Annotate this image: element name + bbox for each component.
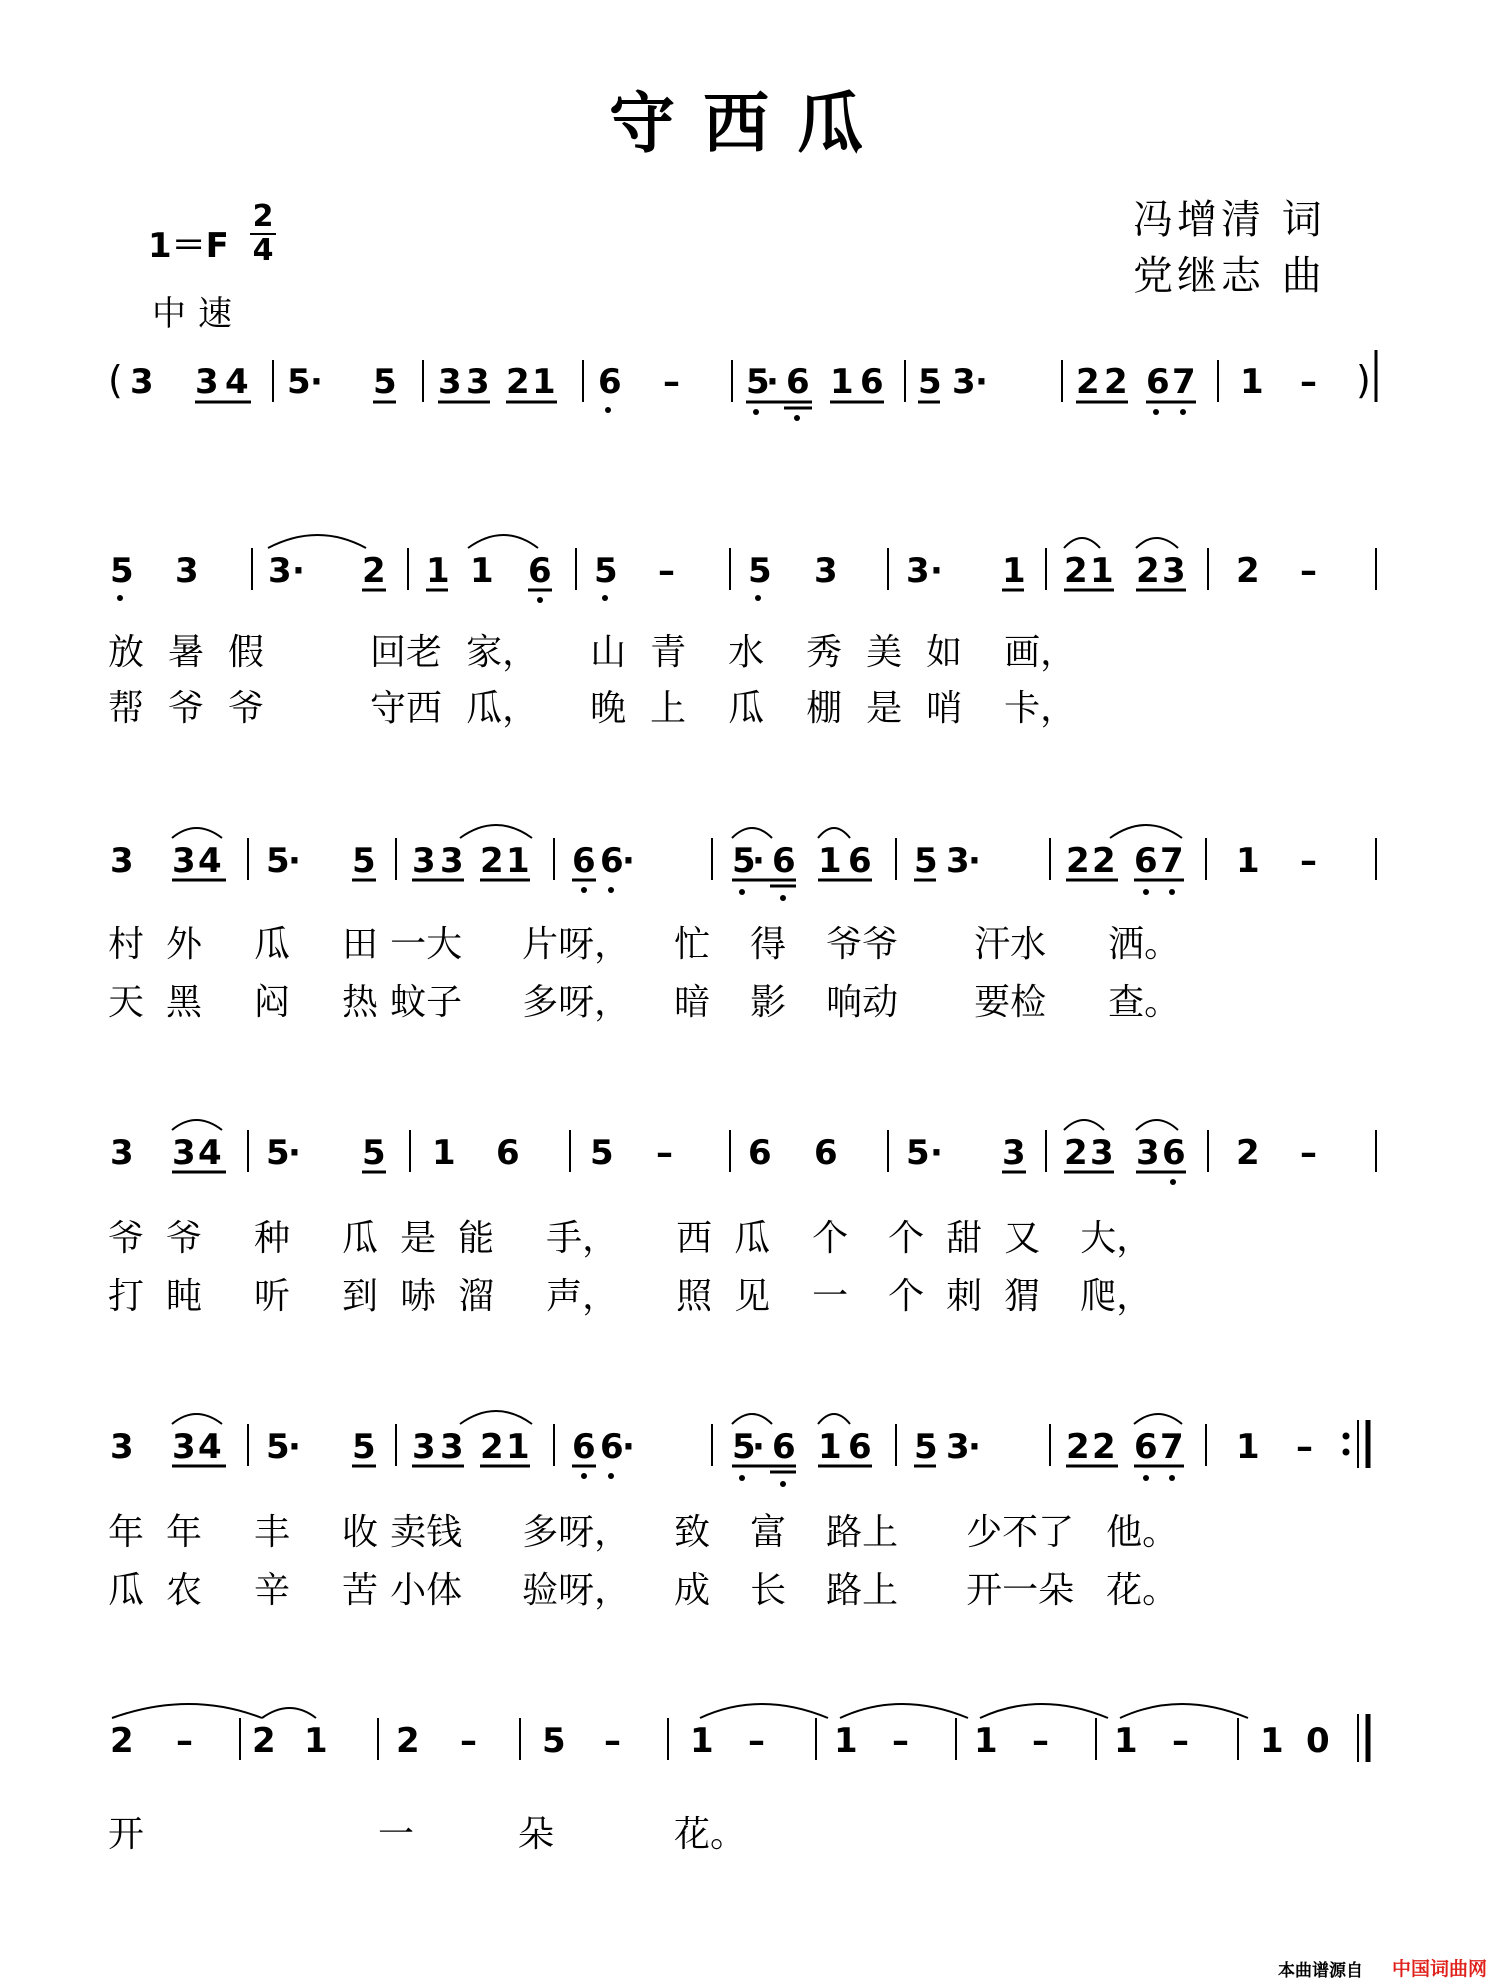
svg-text:5: 5: [914, 841, 938, 881]
lyric-syllable: 哧: [400, 1276, 437, 1317]
lyric-syllable: 手，: [546, 1218, 619, 1259]
lyric-syllable: 水: [728, 632, 765, 673]
svg-text:1: 1: [1002, 551, 1026, 591]
lyric-syllable: 回老: [370, 632, 443, 673]
svg-text:1: 1: [1114, 1721, 1138, 1761]
lyric-syllable: 蚊子: [390, 982, 463, 1023]
lyric-syllable: 长: [750, 1570, 787, 1611]
svg-text:1: 1: [532, 362, 556, 402]
lyrics-s5-v1: [108, 1504, 1178, 1555]
lyric-syllable: 能: [458, 1218, 495, 1259]
svg-text:3: 3: [412, 841, 436, 881]
lyric-syllable: 他。: [1106, 1512, 1179, 1553]
svg-text:3: 3: [110, 841, 134, 881]
lyric-syllable: 响动: [826, 982, 899, 1023]
svg-text:–: –: [658, 551, 675, 591]
svg-text:5: 5: [287, 362, 311, 402]
svg-text:5: 5: [732, 841, 756, 881]
svg-text:7: 7: [1160, 841, 1184, 881]
svg-text:7: 7: [1172, 362, 1196, 402]
svg-text:6: 6: [786, 362, 810, 402]
svg-text:1: 1: [506, 1427, 530, 1467]
svg-text:·: ·: [930, 1133, 943, 1173]
svg-text:(: (: [108, 358, 123, 402]
lyric-syllable: 种: [254, 1218, 291, 1259]
lyrics-s2-v1: [108, 624, 1076, 675]
svg-text:·: ·: [752, 841, 765, 881]
lyric-syllable: 年: [108, 1512, 145, 1553]
system-5: [110, 1411, 1368, 1487]
lyric-syllable: 开: [108, 1814, 145, 1855]
svg-text:2: 2: [1104, 362, 1128, 402]
lyric-syllable: 家，: [466, 632, 539, 673]
svg-text:1: 1: [432, 1133, 456, 1173]
svg-text:): ): [1356, 358, 1371, 402]
footer-site-link[interactable]: 中国词曲网: [1392, 1958, 1488, 1980]
lyric-syllable: 富: [750, 1512, 787, 1553]
lyric-syllable: 田: [342, 924, 379, 965]
lyric-syllable: 查。: [1108, 982, 1181, 1023]
svg-text:2: 2: [1066, 841, 1090, 881]
svg-text:6: 6: [600, 841, 624, 881]
lyric-syllable: 个: [888, 1276, 925, 1317]
svg-text:–: –: [663, 362, 680, 402]
lyric-syllable: 爷: [228, 688, 265, 729]
svg-text:6: 6: [860, 362, 884, 402]
system-3: [110, 825, 1376, 901]
lyric-syllable: 甜: [946, 1218, 983, 1259]
svg-text:·: ·: [288, 841, 301, 881]
lyric-syllable: 忙: [674, 924, 711, 965]
svg-text:2: 2: [1066, 1427, 1090, 1467]
lyric-syllable: 猬: [1004, 1276, 1041, 1317]
lyric-syllable: 见: [734, 1276, 771, 1317]
svg-text:3: 3: [1002, 1133, 1026, 1173]
svg-text:2: 2: [252, 1721, 276, 1761]
lyrics-s2-v2: [108, 680, 1076, 731]
lyrics-s5-v2: [108, 1562, 1178, 1613]
svg-text:3: 3: [1162, 551, 1186, 591]
lyric-syllable: 听: [254, 1276, 291, 1317]
svg-text:5: 5: [906, 1133, 930, 1173]
lyric-syllable: 溜: [458, 1276, 495, 1317]
svg-text:1: 1: [1240, 362, 1264, 402]
svg-text:5: 5: [266, 841, 290, 881]
lyric-syllable: 辛: [254, 1570, 291, 1611]
svg-text:2: 2: [1092, 841, 1116, 881]
svg-text:3: 3: [172, 841, 196, 881]
svg-text:·: ·: [622, 1427, 635, 1467]
svg-text:–: –: [1296, 1427, 1313, 1467]
svg-text:1: 1: [470, 551, 494, 591]
lyric-syllable: 热: [342, 982, 379, 1023]
svg-text:5: 5: [266, 1133, 290, 1173]
system-2: [110, 535, 1376, 603]
svg-text:3: 3: [110, 1427, 134, 1467]
lyric-syllable: 花。: [1106, 1570, 1179, 1611]
composer-credit: 党继志 曲: [1133, 253, 1326, 299]
lyric-syllable: 验呀，: [522, 1570, 631, 1611]
svg-text:6: 6: [1146, 362, 1170, 402]
svg-text:–: –: [1172, 1721, 1189, 1761]
svg-text:·: ·: [310, 362, 323, 402]
svg-text:5: 5: [110, 551, 134, 591]
svg-text:4: 4: [198, 1427, 222, 1467]
lyric-syllable: 朵: [518, 1814, 555, 1855]
svg-text:–: –: [1300, 1133, 1317, 1173]
svg-text:3: 3: [946, 1427, 970, 1467]
svg-text:4: 4: [225, 362, 249, 402]
lyric-syllable: 瓜: [254, 924, 291, 965]
system-1: [108, 350, 1376, 421]
svg-text:·: ·: [766, 362, 779, 402]
svg-text:2: 2: [110, 1721, 134, 1761]
lyric-syllable: 爷: [168, 688, 205, 729]
svg-text:7: 7: [1160, 1427, 1184, 1467]
svg-text:–: –: [176, 1721, 193, 1761]
lyric-syllable: 卡，: [1004, 688, 1077, 729]
time-signature-bottom: 4: [252, 233, 274, 268]
lyric-syllable: 画，: [1004, 632, 1077, 673]
lyric-syllable: 片呀，: [522, 924, 631, 965]
svg-text:·: ·: [752, 1427, 765, 1467]
lyric-syllable: 影: [750, 982, 787, 1023]
lyric-syllable: 守西: [370, 688, 443, 729]
svg-text:6: 6: [772, 1427, 796, 1467]
lyric-syllable: 照: [676, 1276, 713, 1317]
svg-text:5: 5: [732, 1427, 756, 1467]
lyric-syllable: 秀: [806, 632, 843, 673]
svg-text:3: 3: [172, 1133, 196, 1173]
svg-text:–: –: [1300, 362, 1317, 402]
svg-text:1: 1: [818, 1427, 842, 1467]
lyric-syllable: 如: [926, 632, 963, 673]
svg-text:5: 5: [542, 1721, 566, 1761]
svg-text:6: 6: [814, 1133, 838, 1173]
svg-text:5: 5: [352, 1427, 376, 1467]
lyric-syllable: 暗: [674, 982, 711, 1023]
lyric-syllable: 山: [590, 632, 627, 673]
lyric-syllable: 暑: [168, 632, 205, 673]
lyric-syllable: 青: [650, 632, 687, 673]
tempo-marking: 中速: [152, 294, 244, 334]
svg-text:–: –: [1300, 551, 1317, 591]
lyric-syllable: 路上: [826, 1570, 899, 1611]
lyric-syllable: 一: [378, 1814, 415, 1855]
svg-text:2: 2: [480, 1427, 504, 1467]
svg-text:6: 6: [1134, 1427, 1158, 1467]
lyric-syllable: 一大: [390, 924, 463, 965]
svg-text:3: 3: [412, 1427, 436, 1467]
lyric-syllable: 丰: [254, 1512, 291, 1553]
svg-text:4: 4: [198, 841, 222, 881]
svg-text:1: 1: [1236, 841, 1260, 881]
svg-text:3: 3: [110, 1133, 134, 1173]
svg-text:6: 6: [748, 1133, 772, 1173]
lyric-syllable: 瓜: [728, 688, 765, 729]
svg-text:·: ·: [975, 362, 988, 402]
lyric-syllable: 瓜，: [466, 688, 539, 729]
lyric-syllable: 晚: [590, 688, 627, 729]
lyric-syllable: 上: [650, 688, 687, 729]
svg-text:1: 1: [1260, 1721, 1284, 1761]
lyric-syllable: 刺: [946, 1276, 983, 1317]
lyric-syllable: 黑: [166, 982, 203, 1023]
svg-text:1: 1: [818, 841, 842, 881]
svg-text:5: 5: [918, 362, 942, 402]
lyric-syllable: 多呀，: [522, 1512, 631, 1553]
lyric-syllable: 盹: [166, 1276, 203, 1317]
svg-text:2: 2: [506, 362, 530, 402]
lyric-syllable: 花。: [674, 1814, 747, 1855]
svg-text:1: 1: [834, 1721, 858, 1761]
svg-text:–: –: [1300, 841, 1317, 881]
lyric-syllable: 瓜: [108, 1570, 145, 1611]
lyricist-credit: 冯增清 词: [1133, 197, 1326, 243]
lyric-syllable: 个: [812, 1218, 849, 1259]
lyric-syllable: 是: [866, 688, 903, 729]
svg-text:3: 3: [175, 551, 199, 591]
svg-text:3: 3: [946, 841, 970, 881]
lyric-syllable: 棚: [806, 688, 843, 729]
lyric-syllable: 汗水: [974, 924, 1047, 965]
lyric-syllable: 瓜: [342, 1218, 379, 1259]
svg-text:5: 5: [362, 1133, 386, 1173]
lyrics-s4-v2: [108, 1268, 1152, 1319]
lyric-syllable: 到: [342, 1276, 379, 1317]
lyric-syllable: 声，: [546, 1276, 619, 1317]
lyric-syllable: 哨: [926, 688, 963, 729]
lyric-syllable: 爷: [108, 1218, 145, 1259]
svg-text:6: 6: [496, 1133, 520, 1173]
svg-text:·: ·: [292, 551, 305, 591]
lyric-syllable: 假: [228, 632, 265, 673]
lyric-syllable: 又: [1004, 1218, 1041, 1259]
svg-text:1: 1: [1236, 1427, 1260, 1467]
svg-text:1: 1: [426, 551, 450, 591]
lyric-syllable: 瓜: [734, 1218, 771, 1259]
lyric-syllable: 要检: [974, 982, 1047, 1023]
lyric-syllable: 天: [108, 982, 145, 1023]
svg-text:2: 2: [1136, 551, 1160, 591]
svg-text:2: 2: [480, 841, 504, 881]
svg-text:0: 0: [1306, 1721, 1330, 1761]
lyric-syllable: 致: [674, 1512, 711, 1553]
lyric-syllable: 一: [812, 1276, 849, 1317]
svg-text:–: –: [656, 1133, 673, 1173]
svg-text:5: 5: [373, 362, 397, 402]
svg-text:6: 6: [848, 841, 872, 881]
svg-text:6: 6: [598, 362, 622, 402]
svg-text:2: 2: [1236, 1133, 1260, 1173]
svg-text:2: 2: [1236, 551, 1260, 591]
svg-text:3: 3: [195, 362, 219, 402]
svg-text:6: 6: [772, 841, 796, 881]
lyric-syllable: 少不了: [966, 1512, 1075, 1553]
svg-text:·: ·: [288, 1427, 301, 1467]
key-signature: 1＝F: [148, 226, 229, 266]
svg-text:2: 2: [396, 1721, 420, 1761]
svg-text:3: 3: [440, 1427, 464, 1467]
svg-text:6: 6: [572, 841, 596, 881]
svg-text:–: –: [1032, 1721, 1049, 1761]
svg-text:3: 3: [1090, 1133, 1114, 1173]
svg-text:5: 5: [590, 1133, 614, 1173]
svg-text:·: ·: [288, 1133, 301, 1173]
lyric-syllable: 美: [866, 632, 903, 673]
lyrics-s4-v1: [108, 1210, 1152, 1261]
svg-text:3: 3: [440, 841, 464, 881]
svg-text:·: ·: [930, 551, 943, 591]
time-signature-top: 2: [252, 199, 274, 234]
svg-text:6: 6: [1134, 841, 1158, 881]
lyric-syllable: 个: [888, 1218, 925, 1259]
system-4: [110, 1120, 1376, 1185]
svg-text:6: 6: [600, 1427, 624, 1467]
lyric-syllable: 打: [108, 1276, 145, 1317]
lyrics-s3-v2: [108, 974, 1180, 1025]
svg-text:3: 3: [466, 362, 490, 402]
svg-text:–: –: [460, 1721, 477, 1761]
svg-text:3: 3: [1136, 1133, 1160, 1173]
svg-text:1: 1: [304, 1721, 328, 1761]
svg-text:2: 2: [1076, 362, 1100, 402]
svg-text:5: 5: [914, 1427, 938, 1467]
svg-text:5: 5: [266, 1427, 290, 1467]
svg-text:·: ·: [968, 841, 981, 881]
lyric-syllable: 是: [400, 1218, 437, 1259]
lyric-syllable: 得: [750, 924, 787, 965]
svg-text:1: 1: [974, 1721, 998, 1761]
svg-text:·: ·: [622, 841, 635, 881]
lyric-syllable: 小体: [390, 1570, 463, 1611]
lyric-syllable: 收: [342, 1512, 379, 1553]
svg-text:5: 5: [746, 362, 770, 402]
lyric-syllable: 闷: [254, 982, 291, 1023]
svg-text:2: 2: [1092, 1427, 1116, 1467]
lyric-syllable: 外: [166, 924, 203, 965]
lyric-syllable: 爷: [166, 1218, 203, 1259]
lyrics-s3-v1: [108, 916, 1180, 967]
lyric-syllable: 村: [108, 924, 145, 965]
svg-text:3: 3: [952, 362, 976, 402]
lyric-syllable: 放: [108, 632, 145, 673]
lyric-syllable: 苦: [342, 1570, 379, 1611]
song-title: 守西瓜: [609, 84, 891, 162]
lyric-syllable: 大，: [1080, 1218, 1153, 1259]
svg-text:6: 6: [572, 1427, 596, 1467]
svg-text:2: 2: [1064, 1133, 1088, 1173]
lyric-syllable: 开一朵: [966, 1570, 1075, 1611]
lyric-syllable: 多呀，: [522, 982, 631, 1023]
svg-text:1: 1: [830, 362, 854, 402]
svg-text:1: 1: [1090, 551, 1114, 591]
svg-text:5: 5: [748, 551, 772, 591]
svg-text:3: 3: [906, 551, 930, 591]
lyric-syllable: 爬，: [1080, 1276, 1153, 1317]
svg-text:1: 1: [506, 841, 530, 881]
svg-text:3: 3: [814, 551, 838, 591]
svg-text:2: 2: [362, 551, 386, 591]
svg-text:6: 6: [1162, 1133, 1186, 1173]
svg-text:·: ·: [968, 1427, 981, 1467]
lyrics-s6: [108, 1806, 746, 1857]
svg-text:3: 3: [130, 362, 154, 402]
svg-text:–: –: [604, 1721, 621, 1761]
system-6: [110, 1704, 1368, 1762]
svg-text:3: 3: [438, 362, 462, 402]
svg-text:3: 3: [268, 551, 292, 591]
lyric-syllable: 农: [166, 1570, 203, 1611]
lyric-syllable: 西: [676, 1218, 713, 1259]
lyric-syllable: 年: [166, 1512, 203, 1553]
svg-text:6: 6: [848, 1427, 872, 1467]
lyric-syllable: 洒。: [1108, 924, 1181, 965]
svg-text:6: 6: [528, 551, 552, 591]
svg-text:1: 1: [690, 1721, 714, 1761]
lyric-syllable: 卖钱: [390, 1512, 463, 1553]
svg-text:–: –: [892, 1721, 909, 1761]
svg-text:2: 2: [1064, 551, 1088, 591]
svg-text:3: 3: [172, 1427, 196, 1467]
svg-text:4: 4: [198, 1133, 222, 1173]
lyric-syllable: 爷爷: [826, 924, 899, 965]
svg-text:–: –: [748, 1721, 765, 1761]
lyric-syllable: 成: [674, 1570, 711, 1611]
footer-source-label: 本曲谱源自: [1278, 1961, 1363, 1981]
svg-text:5: 5: [594, 551, 618, 591]
lyric-syllable: 帮: [108, 688, 145, 729]
lyric-syllable: 路上: [826, 1512, 899, 1553]
svg-text:5: 5: [352, 841, 376, 881]
